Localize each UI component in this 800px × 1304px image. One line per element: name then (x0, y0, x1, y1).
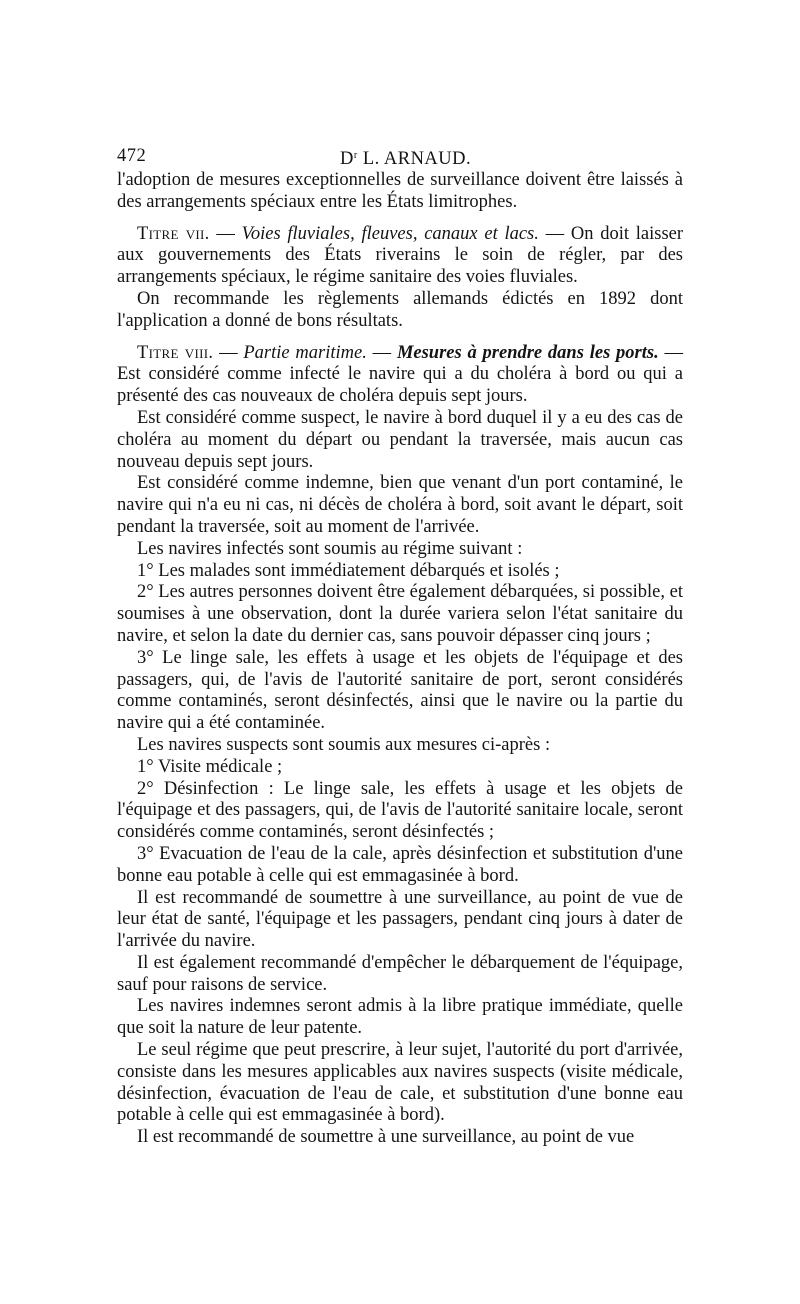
dash-separator: — (366, 342, 397, 363)
dash-separator: — (213, 342, 244, 363)
section-heading: Voies fluviales, fleuves, canaux et lacs. (241, 223, 539, 244)
paragraph: Il est recommandé de soumettre à une surveillance, au point de vue de leur état de santé, l'équipage et les passagers, pendant cinq jours à dater de l'arrivée du navire. (117, 887, 683, 952)
dash-separator: — (209, 223, 242, 244)
paragraph: l'adoption de mesures exceptionnelles de surveillance doivent être laissés à des arrangements spéciaux entre les États limitrophes. (117, 170, 683, 212)
section-subheading: Mesures à prendre dans les ports. (396, 342, 659, 363)
section-text: — Est considéré comme infecté le navire qui a du choléra à bord ou qui a présenté des cas nouveaux de choléra depuis sept jours. (117, 342, 684, 407)
running-title (340, 144, 471, 171)
paragraph: Il est également recommandé d'empêcher le débarquement de l'équipage, sauf pour raisons de service. (117, 952, 683, 995)
list-item: 3° Le linge sale, les effets à usage et les objets de l'équipage et des passagers, qui, de l'avis de l'autorité sanitaire de port, seront considérés comme contaminés, seront désinfectés, ainsi que le navire ou la partie du navire qui a été contaminée. (117, 647, 683, 734)
list-item: 2° Désinfection : Le linge sale, les effets à usage et les objets de l'équipage et des passagers, qui, de l'avis de l'autorité sanitaire locale, seront considérés comme contaminés, seront désinfectés ; (117, 778, 683, 843)
section-heading: Partie maritime. (243, 342, 367, 363)
paragraph: Est considéré comme suspect, le navire à bord duquel il y a eu des cas de choléra au moment du départ ou pendant la traversée, mais aucun cas nouveau depuis sept jours. (117, 407, 683, 472)
paragraph: Les navires suspects sont soumis aux mesures ci-après : (137, 734, 551, 755)
section-title-vii (117, 224, 683, 289)
section-label: Titre vii. (137, 223, 210, 244)
page-number: 472 (117, 146, 147, 166)
paragraph: Est considéré comme indemne, bien que venant d'un port contaminé, le navire qui n'a eu ni cas, ni décès de choléra à bord, soit avant le départ, soit pendant la traversée, soit au moment de l'arrivée. (117, 473, 683, 537)
list-item: 1° Visite médicale ; (137, 756, 283, 777)
body-text (117, 170, 683, 1149)
paragraph: Il est recommandé de soumettre à une surveillance, au point de vue (137, 1127, 635, 1148)
paragraph: Le seul régime que peut prescrire, à leur sujet, l'autorité du port d'arrivée, consiste dans les mesures applicables aux navires suspects (visite médicale, désinfection, évacuation de l'eau de cale, et substitution d'une bonne eau potable à celle qui est emmagasinée à bord). (117, 1040, 683, 1126)
list-item: 3° Evacuation de l'eau de la cale, après désinfection et substitution d'une bonne eau potable à celle qui est emmagasinée à bord. (117, 843, 683, 886)
list-item: 1° Les malades sont immédiatement débarqués et isolés ; (137, 560, 560, 581)
list-item: 2° Les autres personnes doivent être également débarquées, si possible, et soumises à une observation, dont la durée variera selon l'état sanitaire du navire, et selon la date du dernier cas, sans pouvoir dépasser cinq jours ; (117, 582, 683, 646)
running-header (117, 144, 683, 168)
section-text: — On doit laisser aux gouvernements des États riverains le soin de régler, par des arrangements spéciaux, le régime sanitaire des voies fluviales. (117, 223, 684, 288)
paragraph: On recommande les règlements allemands édictés en 1892 dont l'application a donné de bons résultats. (117, 288, 683, 331)
paragraph: Les navires infectés sont soumis au régime suivant : (137, 538, 523, 559)
author-prefix: D (340, 149, 354, 169)
author-sup: r (353, 150, 358, 161)
author-name: L. ARNAUD. (357, 149, 472, 169)
paragraph: Les navires indemnes seront admis à la libre pratique immédiate, quelle que soit la nature de leur patente. (117, 996, 683, 1039)
section-title-viii (117, 343, 683, 408)
section-label: Titre viii. (137, 342, 214, 363)
